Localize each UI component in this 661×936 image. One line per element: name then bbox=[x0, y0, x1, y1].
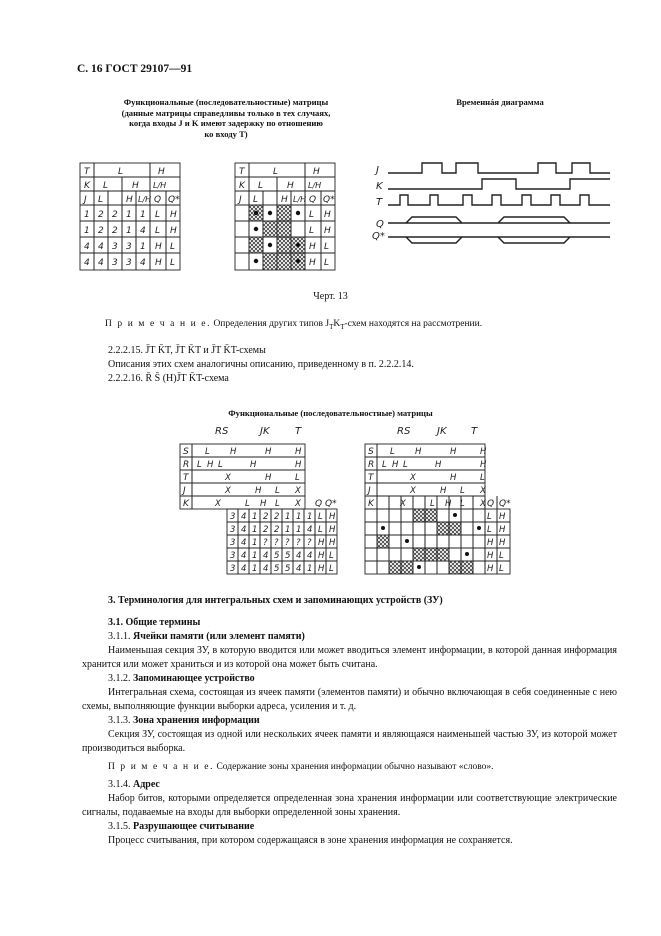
header-cell: L bbox=[245, 499, 250, 509]
group-RS: RS bbox=[215, 426, 229, 437]
matrix-cell: 4 bbox=[241, 512, 247, 522]
matrix-cell: L bbox=[170, 242, 176, 252]
header-cell: X bbox=[215, 499, 221, 509]
section-body: Описания этих схем аналогичны описанию, приведенному в п. 2.2.2.14. bbox=[108, 359, 414, 370]
cell: H bbox=[281, 195, 288, 205]
matrix-cell: 1 bbox=[285, 512, 291, 522]
matrix-cell: 4 bbox=[241, 551, 247, 561]
section-3-title: 3. Терминология для интегральных схем и запоминающих устройств (ЗУ) bbox=[108, 595, 443, 606]
timing-diagram bbox=[372, 163, 610, 243]
matrix-cell: 1 bbox=[252, 512, 258, 522]
matrix-cell: 3 bbox=[126, 258, 132, 268]
header-cell: H bbox=[450, 473, 457, 483]
header-cell: L bbox=[460, 499, 465, 509]
label-T: T bbox=[368, 473, 374, 483]
header-cell: H bbox=[250, 460, 257, 470]
header-cell: X bbox=[480, 499, 486, 509]
label-K: K bbox=[84, 181, 90, 191]
group-T: T bbox=[471, 426, 478, 437]
term-number: 3.1.3. bbox=[108, 715, 131, 726]
header-cell: X bbox=[410, 486, 416, 496]
matrix-cell: 2 bbox=[274, 525, 280, 535]
section-title: R̄ S̄ (H)J̄T K̄T-схема bbox=[145, 373, 229, 384]
header-cell: L bbox=[460, 486, 465, 496]
matrix-cell: 4 bbox=[98, 242, 104, 252]
timing-label-T: T bbox=[376, 197, 383, 208]
header-cell: L bbox=[205, 447, 210, 457]
header-cell: X bbox=[295, 499, 301, 509]
matrix-cell: 1 bbox=[307, 512, 313, 522]
matrix-cell: L bbox=[499, 551, 504, 561]
timing-label-J: J bbox=[376, 165, 379, 176]
header-cell: X bbox=[295, 486, 301, 496]
matrix-cell: L bbox=[155, 226, 161, 236]
caption-line: ко входу Т) bbox=[204, 128, 248, 139]
header-cell: H bbox=[230, 447, 237, 457]
fig13-caption-right: Временнáя диаграмма bbox=[456, 97, 544, 107]
header-cell: H bbox=[392, 460, 399, 470]
term-body: Набор битов, которыми определяется определенная зона хранения информации или соответствующие электрические сигналы, подаваемые на входы для выборки определенной зоны хранения. bbox=[82, 793, 617, 818]
hatched-cell bbox=[277, 205, 291, 221]
label-S: S bbox=[183, 447, 189, 457]
cell: Q bbox=[309, 195, 317, 205]
header-cell: H bbox=[207, 460, 214, 470]
cell: L/H bbox=[293, 195, 307, 204]
header-cell: X bbox=[410, 473, 416, 483]
cell: L bbox=[253, 195, 259, 205]
note-sub: T bbox=[340, 322, 345, 331]
matrix-cell: 3 bbox=[112, 258, 118, 268]
header-cell: L bbox=[382, 460, 387, 470]
matrix-cell: L bbox=[329, 564, 334, 574]
label-J: J bbox=[368, 486, 371, 496]
cell: L bbox=[258, 181, 264, 191]
matrix-cell: 2 bbox=[274, 512, 280, 522]
timing-label-Qstar: Q* bbox=[372, 231, 385, 242]
cell: L bbox=[273, 167, 279, 177]
matrix-cell: 4 bbox=[263, 551, 269, 561]
section-number: 2.2.2.15. bbox=[108, 345, 143, 356]
matrix-cell: L bbox=[309, 210, 315, 220]
header-cell: L bbox=[218, 460, 223, 470]
matrix-cell: L bbox=[324, 242, 330, 252]
header-cell: H bbox=[295, 447, 302, 457]
matrix-cell: 1 bbox=[296, 512, 302, 522]
section-number: 2.2.2.16. bbox=[108, 373, 143, 384]
matrix-cell: H bbox=[170, 210, 177, 220]
matrix-cell: 4 bbox=[84, 242, 90, 252]
matrix-cell: 4 bbox=[241, 538, 247, 548]
header-cell: X bbox=[225, 473, 231, 483]
header-cell: X bbox=[480, 486, 486, 496]
matrix-cell: ? bbox=[263, 538, 268, 548]
matrix-cell: 1 bbox=[140, 242, 146, 252]
term-title: Запоминающее устройство bbox=[133, 673, 255, 684]
matrix-cell: L bbox=[309, 226, 315, 236]
cell: L bbox=[118, 167, 124, 177]
matrix-cell: ? bbox=[274, 538, 279, 548]
matrix-cell: H bbox=[487, 551, 494, 561]
cell: L/H bbox=[153, 181, 167, 190]
group-JK: JK bbox=[260, 426, 270, 437]
matrix-cell: ? bbox=[296, 538, 301, 548]
matrix-cell: H bbox=[487, 564, 494, 574]
matrix-cell: H bbox=[324, 226, 331, 236]
figure-label: Черт. 13 bbox=[313, 291, 348, 302]
header-cell: L bbox=[275, 486, 280, 496]
fig14-table-left bbox=[180, 426, 337, 574]
term-title: Зона хранения информации bbox=[133, 715, 260, 726]
label-R: R bbox=[183, 460, 190, 470]
label-K: K bbox=[239, 181, 245, 191]
header-cell: H bbox=[255, 486, 262, 496]
matrix-cell: H bbox=[329, 538, 336, 548]
term-number: 3.1.5. bbox=[108, 821, 131, 832]
label-R: R bbox=[368, 460, 375, 470]
matrix-cell: L bbox=[487, 512, 492, 522]
matrix-cell: H bbox=[487, 538, 494, 548]
group-T: T bbox=[295, 426, 302, 437]
note-text: Определения других типов J bbox=[213, 319, 330, 329]
cell: H bbox=[287, 181, 294, 191]
label-J: J bbox=[239, 195, 242, 205]
matrix-cell: 1 bbox=[307, 564, 313, 574]
header-cell: L bbox=[275, 499, 280, 509]
term-title: Разрушающее считывание bbox=[133, 821, 255, 832]
matrix-cell: 3 bbox=[230, 525, 236, 535]
cell: H bbox=[126, 195, 133, 205]
cell: H bbox=[313, 167, 320, 177]
caption-line: когда входы J и K имеют задержку по отношению bbox=[129, 118, 323, 128]
matrix-cell: 3 bbox=[230, 564, 236, 574]
matrix-cell: 1 bbox=[296, 525, 302, 535]
matrix-cell: H bbox=[309, 242, 316, 252]
matrix-cell: 3 bbox=[112, 242, 118, 252]
page-header: С. 16 ГОСТ 29107—91 bbox=[77, 63, 193, 75]
header-cell: L bbox=[390, 447, 395, 457]
cell: H bbox=[132, 181, 139, 191]
matrix-cell: 4 bbox=[140, 226, 146, 236]
matrix-cell: 3 bbox=[126, 242, 132, 252]
matrix-cell: 5 bbox=[285, 551, 291, 561]
fig13-matrix-left bbox=[80, 205, 180, 271]
matrix-cell: 5 bbox=[285, 564, 291, 574]
label-T: T bbox=[84, 167, 90, 177]
label-Q: Q bbox=[487, 499, 495, 509]
header-cell: H bbox=[480, 460, 487, 470]
label-J: J bbox=[183, 486, 186, 496]
matrix-cell: H bbox=[318, 564, 325, 574]
matrix-cell: L bbox=[155, 210, 161, 220]
hatched-cell bbox=[263, 221, 291, 237]
header-cell: H bbox=[435, 460, 442, 470]
matrix-cell: 1 bbox=[285, 525, 291, 535]
header-cell: X bbox=[225, 486, 231, 496]
matrix-cell: 4 bbox=[241, 525, 247, 535]
figure-14 bbox=[175, 422, 615, 582]
matrix-cell: 4 bbox=[307, 525, 313, 535]
matrix-cell: ? bbox=[307, 538, 312, 548]
matrix-cell: 4 bbox=[296, 564, 302, 574]
label-T: T bbox=[239, 167, 245, 177]
note-text: Содержание зоны хранения информации обычно называют «слово». bbox=[216, 762, 494, 772]
matrix-cell: H bbox=[499, 512, 506, 522]
fig14-table-right bbox=[365, 426, 511, 574]
matrix-cell: H bbox=[499, 525, 506, 535]
cell: L/H bbox=[138, 195, 152, 204]
timing-label-K: K bbox=[376, 181, 383, 192]
matrix-cell: H bbox=[318, 551, 325, 561]
matrix-cell: 4 bbox=[307, 551, 313, 561]
label-K: K bbox=[368, 499, 374, 509]
matrix-cell: H bbox=[329, 525, 336, 535]
matrix-cell: H bbox=[309, 258, 316, 268]
header-cell: H bbox=[440, 486, 447, 496]
cell: L bbox=[103, 181, 109, 191]
section-title: J̄T K̄T, J̄T K̄T и J̄T K̄T-схемы bbox=[145, 345, 266, 356]
header-cell: H bbox=[450, 447, 457, 457]
header-cell: L bbox=[295, 473, 300, 483]
hatched-cell bbox=[277, 237, 305, 253]
matrix-cell: H bbox=[499, 538, 506, 548]
cell: H bbox=[158, 167, 165, 177]
header-cell: H bbox=[445, 499, 452, 509]
label-Qstar: Q* bbox=[325, 499, 337, 509]
matrix-cell: 1 bbox=[140, 210, 146, 220]
header-cell: H bbox=[265, 447, 272, 457]
matrix-cell: 1 bbox=[252, 564, 258, 574]
matrix-cell: H bbox=[155, 242, 162, 252]
matrix-cell: 1 bbox=[252, 538, 258, 548]
term-number: 3.1.2. bbox=[108, 673, 131, 684]
matrix-cell: 4 bbox=[140, 258, 146, 268]
matrix-cell: H bbox=[329, 512, 336, 522]
header-cell: H bbox=[480, 447, 487, 457]
note1 bbox=[105, 317, 625, 334]
note-prefix: П р и м е ч а н и е. bbox=[108, 762, 215, 772]
header-cell: H bbox=[295, 460, 302, 470]
matrix-cell: 1 bbox=[252, 551, 258, 561]
matrix-cell: 3 bbox=[230, 538, 236, 548]
term-body: Процесс считывания, при котором содержащаяся в зоне хранения информация не сохраняется. bbox=[108, 835, 513, 846]
cell: Q* bbox=[323, 195, 335, 205]
matrix-cell: 3 bbox=[230, 512, 236, 522]
matrix-cell: L bbox=[170, 258, 176, 268]
header-cell: H bbox=[260, 499, 267, 509]
header-cell: L bbox=[197, 460, 202, 470]
matrix-cell: 2 bbox=[263, 512, 269, 522]
matrix-cell: 4 bbox=[98, 258, 104, 268]
matrix-cell: 2 bbox=[98, 226, 104, 236]
matrix-cell: 2 bbox=[98, 210, 104, 220]
caption-line: Функциональные (последовательностные) матрицы bbox=[123, 97, 329, 107]
term-body: Секция ЗУ, состоящая из одной или нескольких ячеек памяти и являющаяся наименьшей частью ЗУ, из которой может производиться выборка. bbox=[82, 729, 617, 754]
matrix-cell: 1 bbox=[84, 226, 90, 236]
matrix-cell: L bbox=[318, 525, 323, 535]
matrix-cell: 3 bbox=[230, 551, 236, 561]
matrix-cell: 4 bbox=[263, 564, 269, 574]
matrix-cell: H bbox=[155, 258, 162, 268]
group-RS: RS bbox=[397, 426, 411, 437]
matrix-cell: L bbox=[499, 564, 504, 574]
matrix-cell: 2 bbox=[112, 226, 118, 236]
label-K: K bbox=[183, 499, 189, 509]
label-S: S bbox=[368, 447, 374, 457]
matrix-cell: 4 bbox=[296, 551, 302, 561]
note-sub: T bbox=[329, 322, 334, 331]
matrix-cell: 1 bbox=[126, 226, 132, 236]
subsection-title: 3.1. Общие термины bbox=[108, 617, 201, 628]
header-cell: H bbox=[265, 473, 272, 483]
label-T: T bbox=[183, 473, 189, 483]
section-3-body bbox=[82, 616, 617, 848]
label-Q: Q bbox=[315, 499, 323, 509]
term-body: Наименьшая секция ЗУ, в которую вводится или может вводиться элемент информации, в которой данная информация хранится или может храниться и из которой она может быть считана. bbox=[82, 645, 617, 670]
note-prefix: П р и м е ч а н и е. bbox=[105, 319, 212, 329]
term-body: Интегральная схема, состоящая из ячеек памяти (элементов памяти) и обычно включающая в себя соединенные с нею схемы, выполняющие функции выборки адреса, усиления и т. д. bbox=[82, 687, 617, 712]
timing-label-Q: Q bbox=[376, 219, 384, 230]
header-cell: L bbox=[480, 473, 485, 483]
matrix-cell: H bbox=[170, 226, 177, 236]
matrix-cell: L bbox=[329, 551, 334, 561]
term-title: Адрес bbox=[133, 779, 160, 790]
cell: L bbox=[98, 195, 104, 205]
matrix-cell: ? bbox=[285, 538, 290, 548]
header-cell: L bbox=[430, 499, 435, 509]
header-cell: X bbox=[400, 499, 406, 509]
matrix-cell: 4 bbox=[84, 258, 90, 268]
matrix-cell: 4 bbox=[241, 564, 247, 574]
cell: Q* bbox=[168, 195, 180, 205]
cell: Q bbox=[154, 195, 162, 205]
matrix-cell: L bbox=[487, 525, 492, 535]
hatched-cell bbox=[249, 237, 263, 253]
term-number: 3.1.1. bbox=[108, 631, 131, 642]
term-number: 3.1.4. bbox=[108, 779, 131, 790]
note-text: -схем находятся на рассмотрении. bbox=[344, 319, 483, 329]
term-title: Ячейки памяти (или элемент памяти) bbox=[133, 631, 305, 642]
fig13-caption-left bbox=[92, 97, 360, 139]
matrix-cell: H bbox=[318, 538, 325, 548]
caption-line: (данные матрицы справедливы только в тех случаях, bbox=[121, 107, 331, 118]
cell: L/H bbox=[308, 181, 322, 190]
matrix-cell: 2 bbox=[263, 525, 269, 535]
header-cell: L bbox=[403, 460, 408, 470]
matrix-cell: 5 bbox=[274, 564, 280, 574]
matrix-cell: 1 bbox=[126, 210, 132, 220]
header-cell: H bbox=[415, 447, 422, 457]
group-JK: JK bbox=[437, 426, 447, 437]
matrix-cell: 1 bbox=[252, 525, 258, 535]
fig13-table-middle bbox=[235, 163, 335, 270]
matrix-cell: L bbox=[318, 512, 323, 522]
matrix-cell: 1 bbox=[84, 210, 90, 220]
label-J: J bbox=[84, 195, 87, 205]
label-Qstar: Q* bbox=[499, 499, 511, 509]
note-text: K bbox=[333, 319, 341, 329]
section-2-2-2-15 bbox=[108, 344, 628, 386]
matrix-cell: L bbox=[324, 258, 330, 268]
fig14-caption: Функциональные (последовательностные) матрицы bbox=[228, 408, 433, 418]
matrix-cell: 2 bbox=[112, 210, 118, 220]
matrix-cell: 5 bbox=[274, 551, 280, 561]
matrix-cell: H bbox=[324, 210, 331, 220]
